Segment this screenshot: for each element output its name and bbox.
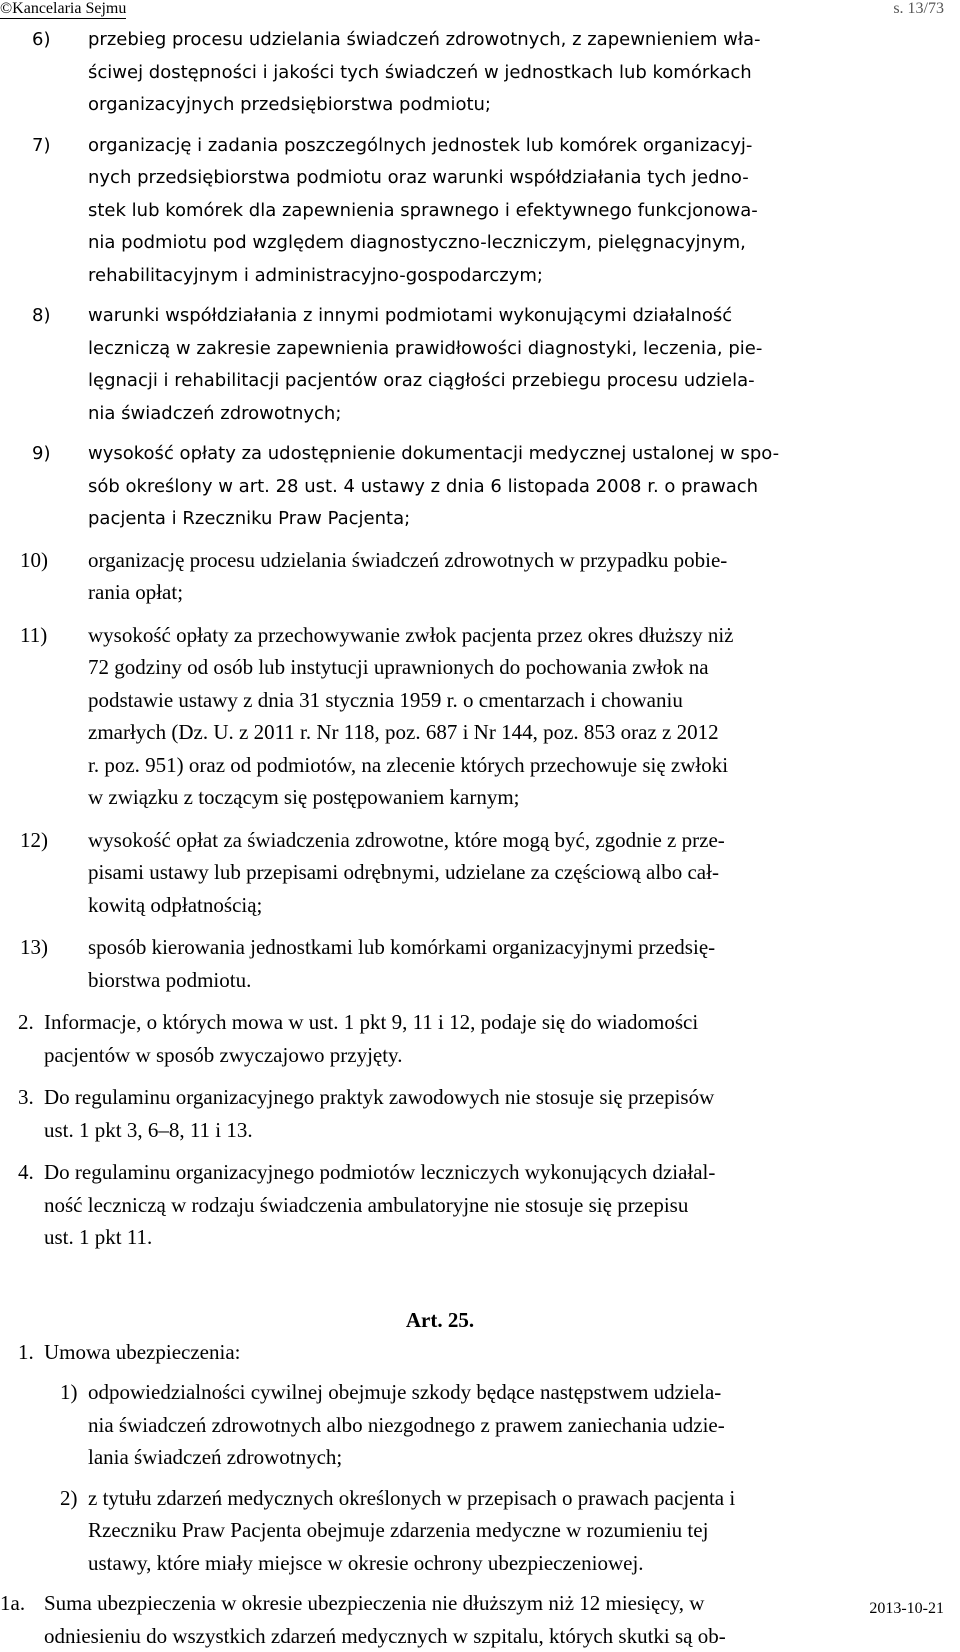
list-item-line: organizacyjnych przedsiębiorstwa podmiotu;	[0, 89, 880, 122]
list-item-line: zmarłych (Dz. U. z 2011 r. Nr 118, poz. 687 i Nr 144, poz. 853 oraz z 2012	[0, 716, 880, 749]
article-intro-text: Umowa ubezpieczenia:	[0, 1336, 880, 1369]
list-item-line: kowitą odpłatnością;	[0, 889, 880, 922]
list-item-line: przebieg procesu udzielania świadczeń zdrowotnych, z zapewnieniem wła-	[0, 24, 880, 57]
paragraph-line: ust. 1 pkt 3, 6–8, 11 i 13.	[0, 1114, 880, 1147]
list-item-line: w związku z toczącym się postępowaniem karnym;	[0, 781, 880, 814]
article-item-line: lania świadczeń zdrowotnych;	[0, 1441, 880, 1474]
article-title: Art. 25.	[0, 1304, 880, 1336]
list-item-line: warunki współdziałania z innymi podmiotami wykonującymi działalność	[0, 300, 880, 333]
list-item-label: 12)	[20, 824, 48, 857]
paragraph-line: ność leczniczą w rodzaju świadczenia ambulatoryjne nie stosuje się przepisu	[0, 1189, 880, 1222]
list-item-line: organizację procesu udzielania świadczeń zdrowotnych w przypadku pobie-	[0, 544, 880, 577]
article-item-line: odpowiedzialności cywilnej obejmuje szkody będące następstwem udziela-	[0, 1376, 880, 1409]
list-item	[0, 931, 880, 996]
article-item-label: 2)	[60, 1482, 78, 1515]
paragraph-1a	[0, 1587, 880, 1652]
list-item-line: podstawie ustawy z dnia 31 stycznia 1959 r. o cmentarzach i chowaniu	[0, 684, 880, 717]
article-item-line: ustawy, które miały miejsce w okresie ochrony ubezpieczeniowej.	[0, 1547, 880, 1580]
list-item-line: wysokość opłat za świadczenia zdrowotne, które mogą być, zgodnie z prze-	[0, 824, 880, 857]
paragraph-line: Do regulaminu organizacyjnego praktyk zawodowych nie stosuje się przepisów	[0, 1081, 880, 1114]
article-item-line: nia świadczeń zdrowotnych albo niezgodnego z prawem zaniechania udzie-	[0, 1409, 880, 1442]
list-item-line: rania opłat;	[0, 576, 880, 609]
list-item	[0, 130, 880, 293]
paragraph-label: 4.	[18, 1156, 34, 1189]
list-item-label: 6)	[32, 24, 50, 57]
article-item	[0, 1376, 880, 1474]
list-item-label: 10)	[20, 544, 48, 577]
list-item	[0, 300, 880, 430]
article-item-line: Rzeczniku Praw Pacjenta obejmuje zdarzenia medyczne w rozumieniu tej	[0, 1514, 880, 1547]
paragraph-1a-label: 1a.	[0, 1587, 25, 1620]
list-item-label: 9)	[32, 438, 50, 471]
list-item	[0, 619, 880, 814]
paragraph	[0, 1006, 880, 1071]
list-item-label: 11)	[20, 619, 47, 652]
paragraph-label: 3.	[18, 1081, 34, 1114]
list-item	[0, 544, 880, 609]
list-item	[0, 24, 880, 122]
paragraph-line: pacjentów w sposób zwyczajowo przyjęty.	[0, 1039, 880, 1072]
list-item	[0, 824, 880, 922]
article-item	[0, 1482, 880, 1580]
list-item-line: wysokość opłaty za przechowywanie zwłok pacjenta przez okres dłuższy niż	[0, 619, 880, 652]
copyright-header: ©Kancelaria Sejmu	[0, 0, 126, 19]
list-item-line: nia podmiotu pod względem diagnostyczno-leczniczym, pielęgnacyjnym,	[0, 227, 880, 260]
paragraph-label: 2.	[18, 1006, 34, 1039]
document-date: 2013-10-21	[869, 1600, 944, 1618]
list-item-line: 72 godziny od osób lub instytucji uprawnionych do pochowania zwłok na	[0, 651, 880, 684]
paragraph-line: Do regulaminu organizacyjnego podmiotów leczniczych wykonujących działal-	[0, 1156, 880, 1189]
list-item-line: nych przedsiębiorstwa podmiotu oraz warunki współdziałania tych jedno-	[0, 162, 880, 195]
paragraph-1a-line: Suma ubezpieczenia w okresie ubezpieczenia nie dłuższym niż 12 miesięcy, w	[0, 1587, 880, 1620]
page-number: s. 13/73	[893, 0, 944, 18]
article-intro	[0, 1336, 880, 1369]
list-item-line: ściwej dostępności i jakości tych świadczeń w jednostkach lub komórkach	[0, 57, 880, 90]
list-item-line: biorstwa podmiotu.	[0, 964, 880, 997]
paragraph	[0, 1156, 880, 1254]
paragraph	[0, 1081, 880, 1146]
list-item-label: 8)	[32, 300, 50, 333]
list-item-label: 13)	[20, 931, 48, 964]
article-item-label: 1)	[60, 1376, 78, 1409]
article-item-line: z tytułu zdarzeń medycznych określonych w przepisach o prawach pacjenta i	[0, 1482, 880, 1515]
list-item-line: sposób kierowania jednostkami lub komórkami organizacyjnymi przedsię-	[0, 931, 880, 964]
list-item-line: wysokość opłaty za udostępnienie dokumentacji medycznej ustalonej w spo-	[0, 438, 880, 471]
list-item-line: rehabilitacyjnym i administracyjno-gospodarczym;	[0, 260, 880, 293]
list-item-line: pacjenta i Rzeczniku Praw Pacjenta;	[0, 503, 880, 536]
list-item-line: lęgnacji i rehabilitacji pacjentów oraz ciągłości przebiegu procesu udziela-	[0, 365, 880, 398]
list-item	[0, 438, 880, 536]
paragraph-line: ust. 1 pkt 11.	[0, 1221, 880, 1254]
list-item-line: nia świadczeń zdrowotnych;	[0, 398, 880, 431]
paragraph-line: Informacje, o których mowa w ust. 1 pkt 9, 11 i 12, podaje się do wiadomości	[0, 1006, 880, 1039]
list-item-line: pisami ustawy lub przepisami odrębnymi, udzielane za częściową albo cał-	[0, 856, 880, 889]
list-item-label: 7)	[32, 130, 50, 163]
list-item-line: organizację i zadania poszczególnych jednostek lub komórek organizacyj-	[0, 130, 880, 163]
paragraph-1a-line: odniesieniu do wszystkich zdarzeń medycznych w szpitalu, których skutki są ob-	[0, 1620, 880, 1652]
list-item-line: sób określony w art. 28 ust. 4 ustawy z dnia 6 listopada 2008 r. o prawach	[0, 471, 880, 504]
list-item-line: r. poz. 951) oraz od podmiotów, na zlecenie których przechowuje się zwłoki	[0, 749, 880, 782]
document-body	[0, 24, 880, 1652]
list-item-line: stek lub komórek dla zapewnienia sprawnego i efektywnego funkcjonowa-	[0, 195, 880, 228]
list-item-line: leczniczą w zakresie zapewnienia prawidłowości diagnostyki, leczenia, pie-	[0, 333, 880, 366]
article-intro-label: 1.	[18, 1336, 34, 1369]
